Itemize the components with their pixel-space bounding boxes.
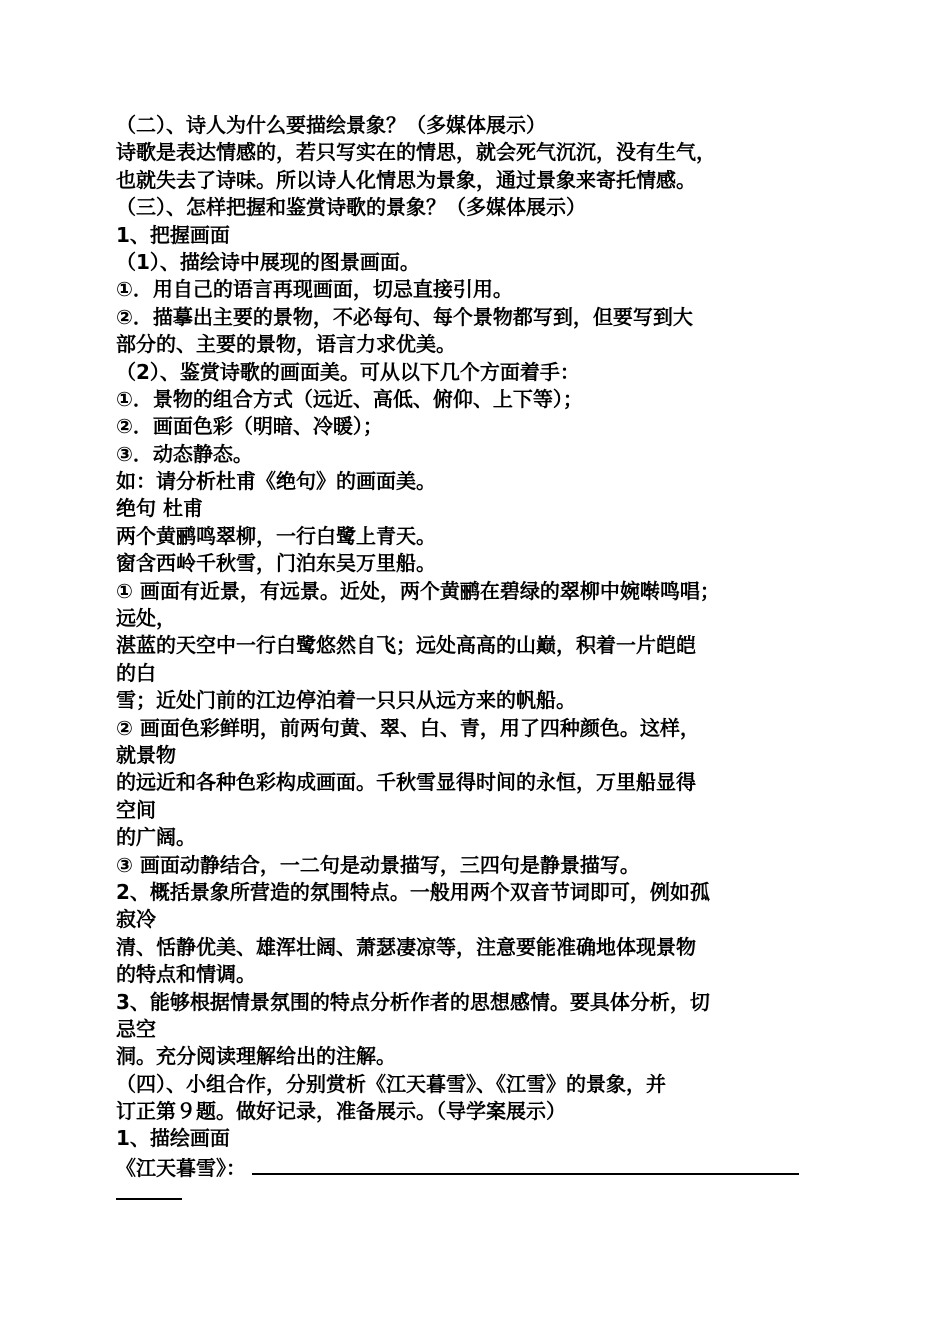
answer-line-continued <box>116 1180 836 1207</box>
text-line: 的广阔。 <box>116 825 196 850</box>
text-line: 洞。充分阅读理解给出的注解。 <box>116 1044 396 1069</box>
answer-prompt: 《江天暮雪》： <box>116 1155 246 1180</box>
text-line: 湛蓝的天空中一行白鹭悠然自飞；远处高高的山巅，积着一片皑皑 <box>116 633 696 658</box>
text-line: 部分的、主要的景物，语言力求优美。 <box>116 332 456 357</box>
text-line: （四）、小组合作，分别赏析《江天暮雪》、《江雪》的景象，并 <box>116 1071 666 1096</box>
text-line: 订正第９题。做好记录，准备展示。（导学案展示） <box>116 1099 566 1124</box>
text-line: 忌空 <box>116 1016 156 1041</box>
text-line: （2）、鉴赏诗歌的画面美。可从以下几个方面着手： <box>116 359 580 384</box>
text-line: 诗歌是表达情感的，若只写实在的情思，就会死气沉沉，没有生气， <box>116 140 716 165</box>
poem-title: 绝句 杜甫 <box>116 496 203 521</box>
text-line: ① 画面有近景，有远景。近处，两个黄鹂在碧绿的翠柳中婉啭鸣唱； <box>116 578 720 603</box>
text-line: ②．画面色彩（明暗、冷暖）； <box>116 414 383 439</box>
text-line: 如：请分析杜甫《绝句》的画面美。 <box>116 469 436 494</box>
text-line: 空间 <box>116 797 156 822</box>
poem-line: 两个黄鹂鸣翠柳，一行白鹭上青天。 <box>116 523 436 548</box>
text-line: 寂冷 <box>116 907 156 932</box>
text-line: 1、描绘画面 <box>116 1126 230 1151</box>
text-line: ①．景物的组合方式（远近、高低、俯仰、上下等）； <box>116 386 583 411</box>
text-line: （1）、描绘诗中展现的图景画面。 <box>116 249 420 274</box>
text-line: 远处， <box>116 606 176 631</box>
text-line: 清、恬静优美、雄浑壮阔、萧瑟凄凉等，注意要能准确地体现景物 <box>116 934 696 959</box>
text-line: 也就失去了诗味。所以诗人化情思为景象，通过景象来寄托情感。 <box>116 167 696 192</box>
answer-blank-continued[interactable] <box>116 1180 182 1200</box>
answer-line <box>116 1153 836 1180</box>
text-line: ①．用自己的语言再现画面，切忌直接引用。 <box>116 277 513 302</box>
answer-blank[interactable] <box>252 1153 799 1175</box>
text-line: 的白 <box>116 660 156 685</box>
text-line: 雪；近处门前的江边停泊着一只只从远方来的帆船。 <box>116 688 576 713</box>
document-body <box>116 112 836 1208</box>
text-line: ②．描摹出主要的景物，不必每句、每个景物都写到，但要写到大 <box>116 304 693 329</box>
text-line: 的远近和各种色彩构成画面。千秋雪显得时间的永恒，万里船显得 <box>116 770 696 795</box>
text-line: 就景物 <box>116 742 176 767</box>
poem-line: 窗含西岭千秋雪，门泊东吴万里船。 <box>116 551 436 576</box>
text-line: ③ 画面动静结合，一二句是动景描写，三四句是静景描写。 <box>116 852 640 877</box>
text-line: 的特点和情调。 <box>116 962 256 987</box>
text-line: （三）、怎样把握和鉴赏诗歌的景象？（多媒体展示） <box>116 195 586 220</box>
text-line: 1、把握画面 <box>116 222 230 247</box>
text-line: （二）、诗人为什么要描绘景象？（多媒体展示） <box>116 113 546 137</box>
text-line: ③．动态静态。 <box>116 441 253 466</box>
text-line: 3、能够根据情景氛围的特点分析作者的思想感情。要具体分析，切 <box>116 989 710 1014</box>
text-line: 2、概括景象所营造的氛围特点。一般用两个双音节词即可，例如孤 <box>116 879 710 904</box>
text-line: ② 画面色彩鲜明，前两句黄、翠、白、青，用了四种颜色。这样， <box>116 715 700 740</box>
